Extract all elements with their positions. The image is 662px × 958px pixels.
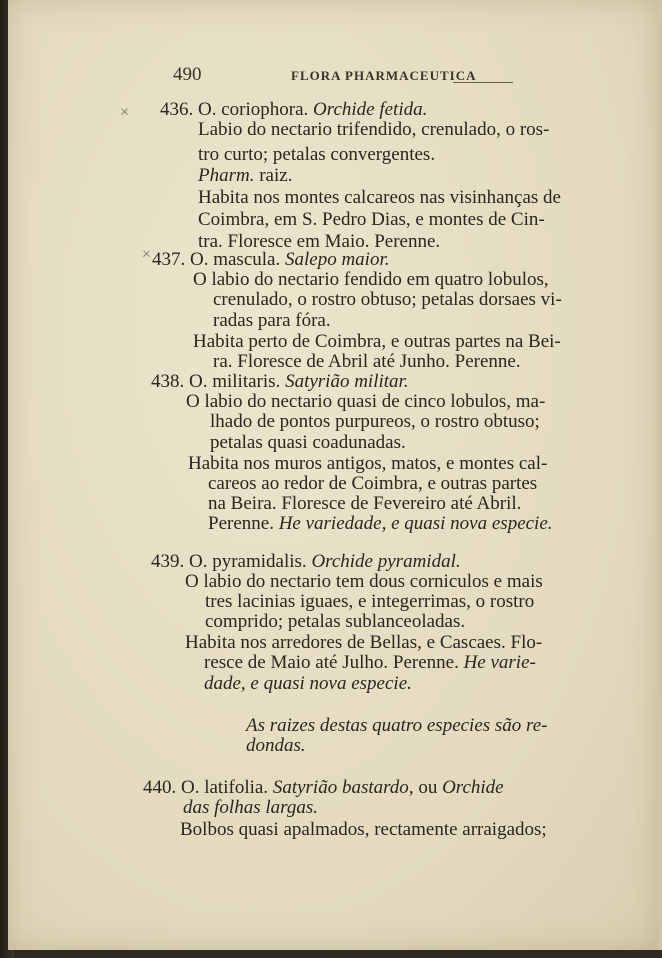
text-line <box>213 290 562 310</box>
text-line <box>183 798 318 818</box>
text-run: tra. Floresce em Maio. Perenne. <box>198 231 441 252</box>
text-line <box>246 736 306 756</box>
text-run: ra. Floresce de Abril até Junho. Perenne. <box>213 351 521 372</box>
header-rule <box>453 82 513 83</box>
italic-text: Satyrião bastardo <box>272 777 409 798</box>
running-title: FLORA PHARMACEUTICA <box>291 68 477 83</box>
text-run: Habita nos arredores de Bellas, e Cascaes. Flo- <box>185 632 543 653</box>
text-line <box>143 778 504 798</box>
text-run: Perenne. <box>208 513 279 534</box>
text-line <box>160 100 427 120</box>
text-run: radas para fóra. <box>213 310 331 331</box>
italic-text: Pharm. <box>198 165 255 186</box>
text-run: O labio do nectario fendido em quatro lobulos, <box>193 269 549 290</box>
italic-text: He variedade, e quasi nova especie. <box>278 513 553 534</box>
text-run: 439. O. pyramidalis. <box>151 551 312 572</box>
text-line <box>193 270 549 290</box>
text-run: resce de Maio até Julho. Perenne. <box>204 652 464 673</box>
text-run: 438. O. militaris. <box>151 371 286 392</box>
italic-text: As raizes destas quatro especies são re- <box>246 715 548 736</box>
text-run: comprido; petalas sublanceoladas. <box>205 611 466 632</box>
text-line <box>180 820 547 840</box>
text-run: Coimbra, em S. Pedro Dias, e montes de Cin- <box>198 209 545 230</box>
text-line <box>213 352 521 372</box>
text-run: Habita nos muros antigos, matos, e montes cal- <box>188 453 548 474</box>
text-run: tres lacinias iguaes, e integerrimas, o rostro <box>205 591 535 612</box>
text-run: lhado de pontos purpureos, o rostro obtuso; <box>210 411 540 432</box>
page-number: 490 <box>173 64 202 85</box>
text-line <box>151 372 409 392</box>
text-run: na Beira. Floresce de Fevereiro até Abril. <box>208 493 522 514</box>
text-line <box>208 494 521 514</box>
text-line <box>198 120 549 140</box>
text-run: crenulado, o rostro obtuso; petalas dorsaes vi- <box>213 289 562 310</box>
book-page <box>8 0 662 950</box>
italic-text: Orchide <box>442 777 504 798</box>
text-run: tro curto; petalas convergentes. <box>198 144 436 165</box>
text-run: Bolbos quasi apalmados, rectamente arraigados; <box>180 819 547 840</box>
text-line <box>204 674 412 694</box>
text-run: O labio do nectario tem dous corniculos e mais <box>185 571 543 592</box>
text-run: 440. O. latifolia. <box>143 777 273 798</box>
italic-text: He varie- <box>463 652 536 673</box>
italic-text: Salepo maior. <box>284 249 390 270</box>
text-line <box>193 332 561 352</box>
margin-cross-mark: × <box>120 104 130 121</box>
text-run: , ou <box>408 777 443 798</box>
italic-text: Orchide pyramidal. <box>311 551 461 572</box>
text-run: Habita nos montes calcareos nas visinhanças de <box>198 187 561 208</box>
text-line <box>213 311 331 331</box>
italic-text: dondas. <box>246 735 306 756</box>
italic-text: dade, e quasi nova especie. <box>204 673 412 694</box>
text-run: Habita perto de Coimbra, e outras partes na Bei- <box>193 331 561 352</box>
text-line <box>198 166 292 186</box>
text-line <box>210 412 540 432</box>
margin-cross-mark: × <box>142 246 152 263</box>
text-line <box>208 514 553 534</box>
text-run: O labio do nectario quasi de cinco lobulos, ma- <box>186 391 546 412</box>
text-line <box>246 716 548 736</box>
text-line <box>152 250 389 270</box>
text-line <box>185 572 543 592</box>
text-run: 436. O. coriophora. <box>160 99 314 120</box>
text-run: Labio do nectario trifendido, crenulado, o ros- <box>198 119 550 140</box>
italic-text: Orchide fetida. <box>313 99 428 120</box>
text-line <box>205 612 465 632</box>
text-run: 437. O. mascula. <box>152 249 285 270</box>
text-line <box>151 552 461 572</box>
text-line <box>186 392 545 412</box>
text-line <box>205 592 534 612</box>
page-header <box>173 64 513 88</box>
text-run: careos ao redor de Coimbra, e outras partes <box>208 473 538 494</box>
text-line <box>188 454 547 474</box>
text-run: petalas quasi coadunadas. <box>210 432 406 453</box>
text-line <box>204 653 536 673</box>
italic-text: das folhas largas. <box>183 797 318 818</box>
text-line <box>208 474 537 494</box>
text-line <box>210 433 406 453</box>
italic-text: Satyrião militar. <box>285 371 409 392</box>
text-line <box>198 210 545 230</box>
text-line <box>185 633 542 653</box>
text-line <box>198 145 435 165</box>
text-run: raiz. <box>254 165 293 186</box>
text-line <box>198 188 561 208</box>
